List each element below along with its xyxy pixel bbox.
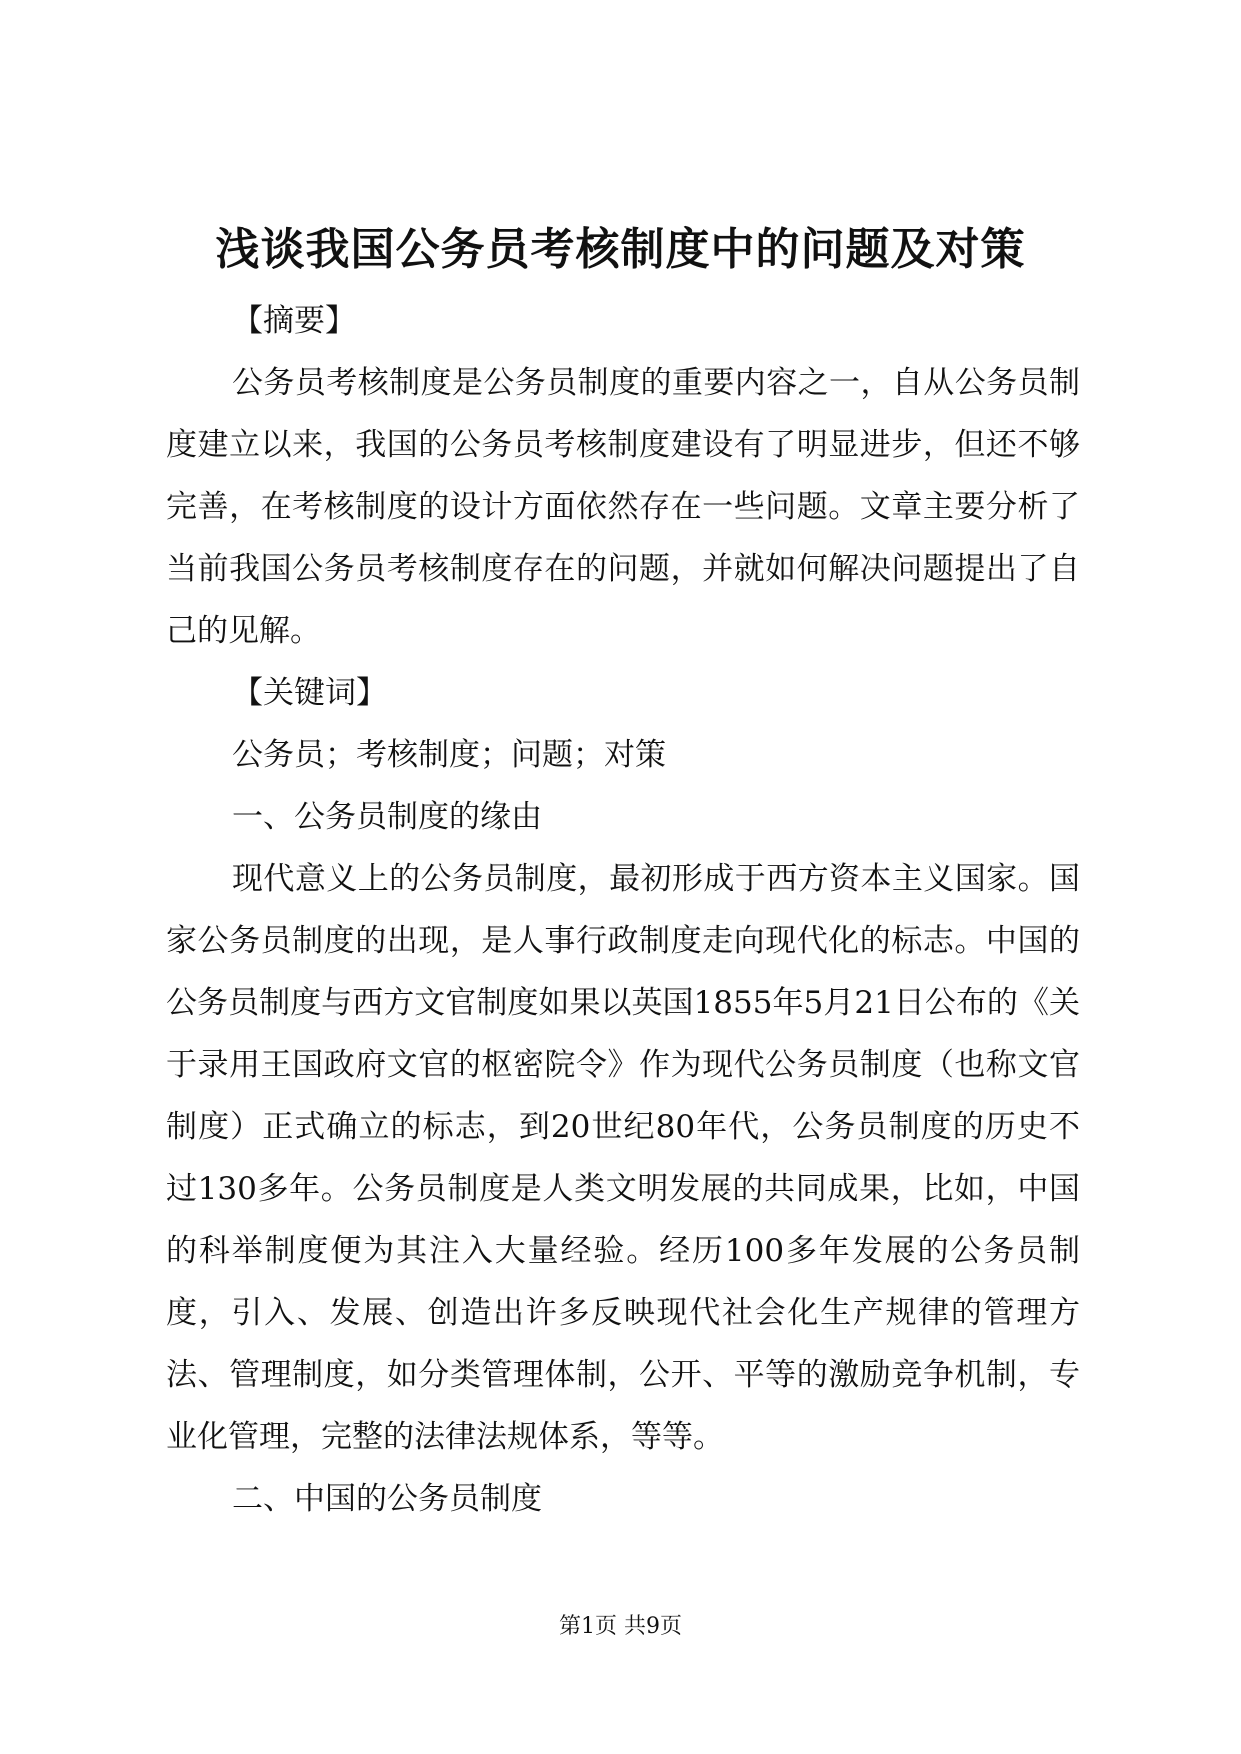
keywords-paragraph: 公务员；考核制度；问题；对策 <box>232 737 666 773</box>
keywords-heading: 【关键词】 <box>232 675 387 711</box>
page-indicator: 第1页 共9页 <box>559 1614 682 1639</box>
document-body <box>166 290 1080 1530</box>
abstract-heading: 【摘要】 <box>232 303 356 339</box>
abstract-paragraph: 公务员考核制度是公务员制度的重要内容之一，自从公务员制度建立以来，我国的公务员考核制度建设有了明显进步，但还不够完善，在考核制度的设计方面依然存在一些问题。文章主要分析了当前我国公务员考核制度存在的问题，并就如何解决问题提出了自己的见解。 <box>166 365 1080 649</box>
section-1-paragraph: 现代意义上的公务员制度，最初形成于西方资本主义国家。国家公务员制度的出现，是人事行政制度走向现代化的标志。中国的公务员制度与西方文官制度如果以英国1855年5月21日公布的《关于录用王国政府文官的枢密院令》作为现代公务员制度（也称文官制度）正式确立的标志，到20世纪80年代，公务员制度的历史不过130多年。公务员制度是人类文明发展的共同成果，比如，中国的科举制度便为其注入大量经验。经历100多年发展的公务员制度，引入、发展、创造出许多反映现代社会化生产规律的管理方法、管理制度，如分类管理体制，公开、平等的激励竞争机制，专业化管理，完整的法律法规体系，等等。 <box>166 861 1080 1455</box>
page-title: 浅谈我国公务员考核制度中的问题及对策 <box>215 224 1026 275</box>
section-1-heading: 一、公务员制度的缘由 <box>232 799 542 835</box>
section-2-heading: 二、中国的公务员制度 <box>232 1481 542 1517</box>
